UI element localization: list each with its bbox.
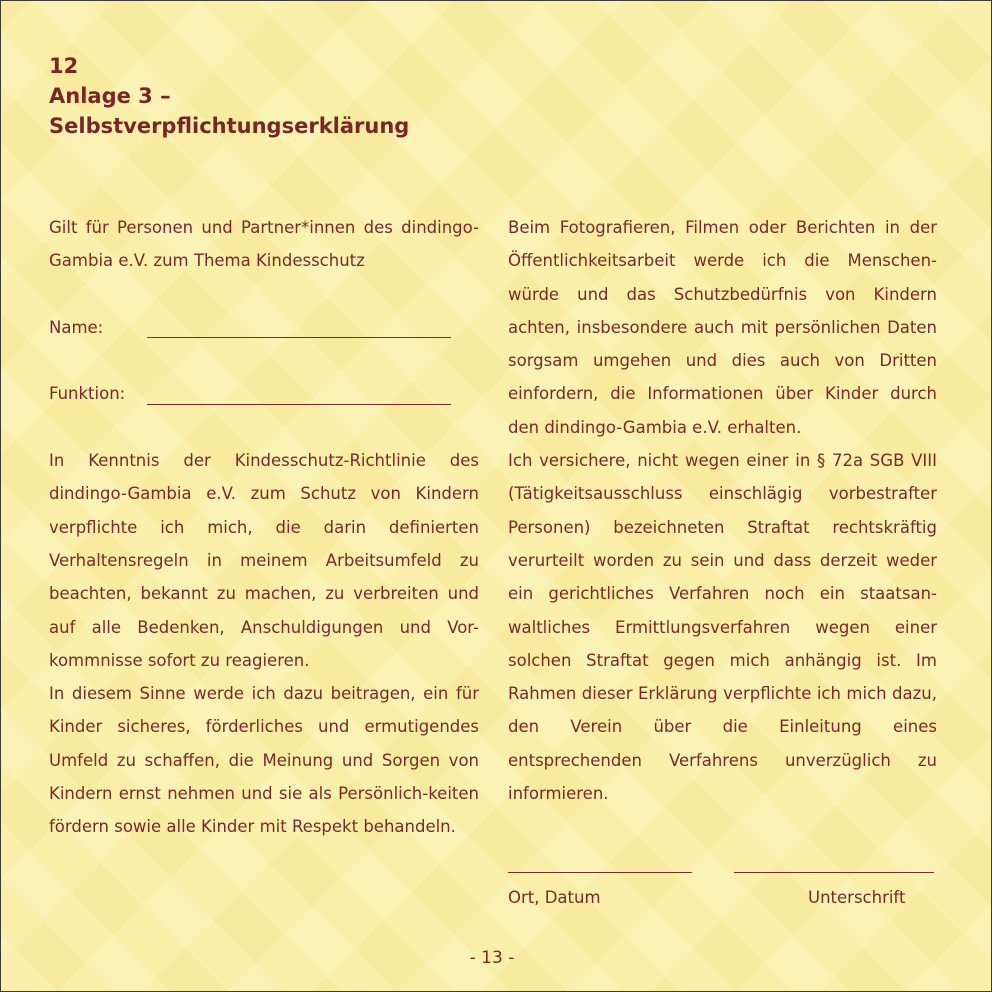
left-column	[49, 211, 479, 844]
page-number: - 13 -	[469, 948, 515, 968]
right-column	[508, 211, 937, 911]
signature-line	[734, 851, 934, 873]
place-date-line	[508, 851, 692, 873]
criminal-record-paragraph: Ich versichere, nicht wegen einer in § 72a SGB VIII (Tätigkeitsausschluss einschlägig vorbestrafter Personen) bezeichneten Straftat rechtskräftig verurteilt worden zu sein und dass derzeit weder ein gerichtliches Verfahren noch ein staatsan-waltliches Ermittlungsverfahren wegen einer solchen Straftat gegen mich anhängig ist. Im Rahmen dieser Erklärung verpflichte ich mich dazu, den Verein über die Einleitung eines entsprechenden Verfahrens unverzüglich zu informieren.	[508, 451, 937, 804]
public-relations-paragraph: Beim Fotografieren, Filmen oder Berichten in der Öffentlichkeitsarbeit werde ich die Menschen-würde und das Schutzbedürfnis von Kindern achten, insbesondere auch mit persönlichen Daten sorgsam umgehen und dies auch von Dritten einfordern, die Informationen über Kinder durch den dindingo-Gambia e.V. erhalten.	[508, 218, 937, 437]
commitment-paragraph: In Kenntnis der Kindesschutz-Richtlinie des dindingo-Gambia e.V. zum Schutz von Kindern verpflichte ich mich, die darin definierten Verhaltensregeln in meinem Arbeitsumfeld zu beachten, bekannt zu machen, zu verbreiten und auf alle Bedenken, Anschuldigungen und Vor-kommnisse sofort zu reagieren.	[49, 451, 479, 670]
place-date-label: Ort, Datum	[508, 888, 601, 908]
name-line	[147, 315, 451, 338]
page-heading	[49, 51, 409, 141]
child-safety-paragraph: In diesem Sinne werde ich dazu beitragen, ein für Kinder sicheres, förderliches und ermutigendes Umfeld zu schaffen, die Meinung und Sorgen von Kindern ernst nehmen und sie als Persönlich-keiten fördern sowie alle Kinder mit Respekt behandeln.	[49, 684, 479, 837]
name-field	[49, 311, 479, 344]
function-field	[49, 377, 479, 410]
function-label: Funktion:	[49, 384, 126, 404]
section-number: 12	[49, 54, 79, 78]
signature-label: Unterschrift	[808, 888, 906, 908]
function-line	[147, 382, 451, 405]
intro-text: Gilt für Personen und Partner*innen des dindingo-Gambia e.V. zum Thema Kindesschutz	[49, 218, 479, 271]
signature-labels	[508, 881, 937, 911]
section-title-line1: Anlage 3 –	[49, 84, 171, 108]
section-title-line2: Selbstverpflichtungserklärung	[49, 114, 410, 138]
signature-lines	[508, 851, 937, 873]
name-label: Name:	[49, 317, 104, 337]
